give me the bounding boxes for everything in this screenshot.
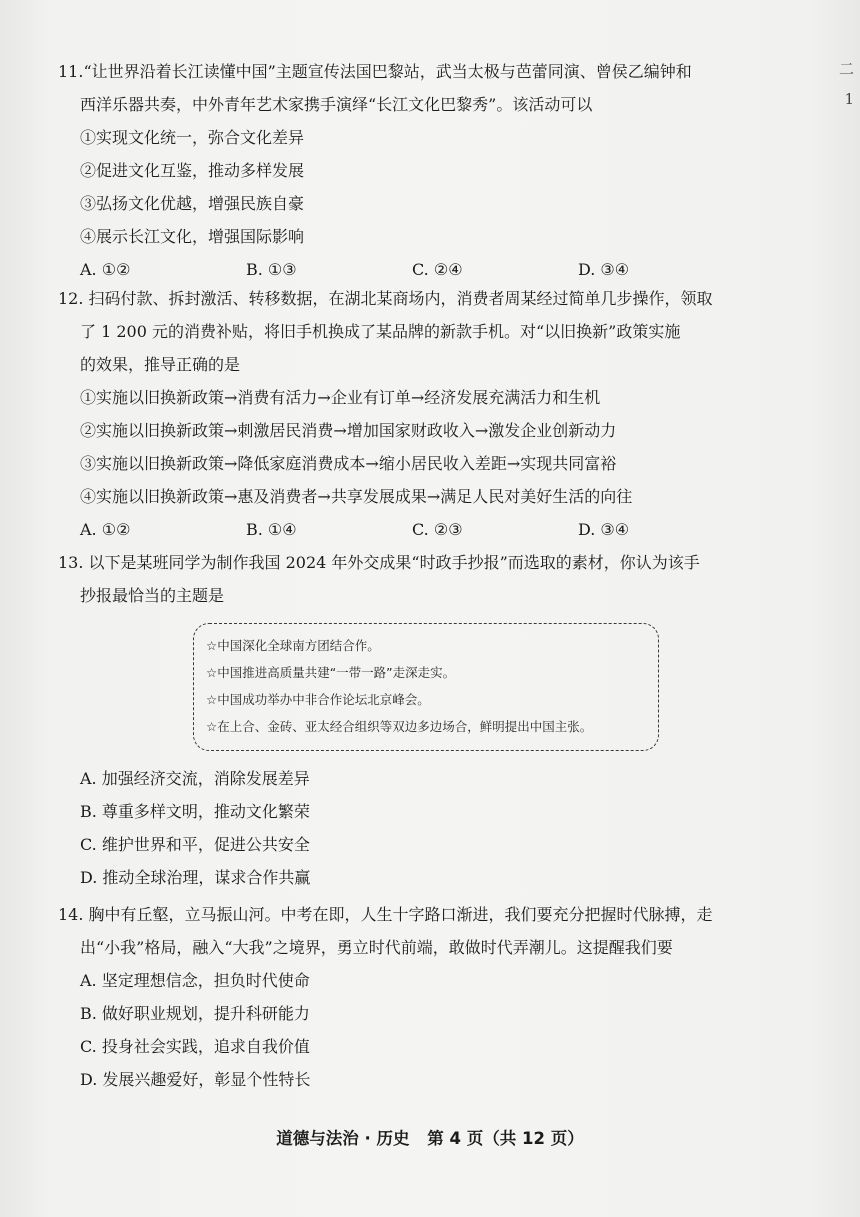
q12-item-4: ④实施以旧换新政策→惠及消费者→共享发展成果→满足人民对美好生活的向往 (80, 487, 633, 506)
q12-choice-c[interactable]: C. ②③ (412, 520, 463, 539)
q13-material-1: ☆中国深化全球南方团结合作。 (206, 638, 380, 653)
q12-stem-line2: 了 1 200 元的消费补贴，将旧手机换成了某品牌的新款手机。对“以旧换新”政策实施 (80, 322, 681, 341)
q13-material-4: ☆在上合、金砖、亚太经合组织等双边多边场合，鲜明提出中国主张。 (206, 719, 593, 734)
question-14 (58, 898, 788, 1096)
q13-stem-line2: 抄报最恰当的主题是 (80, 586, 225, 605)
q11-choice-c[interactable]: C. ②④ (412, 260, 463, 279)
q11-stem-line2: 西洋乐器共奏，中外青年艺术家携手演绎“长江文化巴黎秀”。该活动可以 (80, 95, 593, 114)
q12-item-1: ①实施以旧换新政策→消费有活力→企业有订单→经济发展充满活力和生机 (80, 388, 601, 407)
question-12 (58, 282, 788, 546)
footer-subject: 道德与法治 · 历史 (276, 1129, 410, 1148)
q13-option-d[interactable]: D. 推动全球治理，谋求合作共赢 (80, 868, 311, 887)
q14-option-d[interactable]: D. 发展兴趣爱好，彰显个性特长 (80, 1070, 311, 1089)
footer-page-number: 第 4 页（共 12 页） (427, 1129, 584, 1148)
q11-item-1: ①实现文化统一，弥合文化差异 (80, 128, 305, 147)
q13-option-a[interactable]: A. 加强经济交流，消除发展差异 (80, 769, 310, 788)
question-13 (58, 546, 788, 612)
q14-option-b[interactable]: B. 做好职业规划，提升科研能力 (80, 1004, 310, 1023)
q11-choice-a[interactable]: A. ①② (80, 260, 131, 279)
q12-choice-d[interactable]: D. ③④ (578, 520, 630, 539)
q12-stem-line3: 的效果，推导正确的是 (80, 355, 241, 374)
q11-item-3: ③弘扬文化优越，增强民族自豪 (80, 194, 305, 213)
q14-option-a[interactable]: A. 坚定理想信念，担负时代使命 (80, 971, 310, 990)
question-11 (58, 55, 788, 286)
q14-stem-line1: 14. 胸中有丘壑，立马振山河。中考在即，人生十字路口渐进，我们要充分把握时代脉搏，走 (58, 905, 713, 924)
q11-choice-b[interactable]: B. ①③ (246, 260, 297, 279)
q11-stem-line1: 11.“让世界沿着长江读懂中国”主题宣传法国巴黎站，武当太极与芭蕾同演、曾侯乙编钟和 (58, 62, 692, 81)
q14-option-c[interactable]: C. 投身社会实践，追求自我价值 (80, 1037, 310, 1056)
edge-mark-top: 二 (838, 60, 854, 78)
q11-choice-d[interactable]: D. ③④ (578, 260, 630, 279)
q13-option-b[interactable]: B. 尊重多样文明，推动文化繁荣 (80, 802, 310, 821)
q12-choice-b[interactable]: B. ①④ (246, 520, 297, 539)
q12-item-2: ②实施以旧换新政策→刺激居民消费→增加国家财政收入→激发企业创新动力 (80, 421, 617, 440)
q13-option-c[interactable]: C. 维护世界和平，促进公共安全 (80, 835, 310, 854)
q11-item-4: ④展示长江文化，增强国际影响 (80, 227, 305, 246)
q13-material-3: ☆中国成功举办中非合作论坛北京峰会。 (206, 692, 430, 707)
q12-choice-a[interactable]: A. ①② (80, 520, 131, 539)
q12-choices (58, 513, 788, 546)
q13-stem-line1: 13. 以下是某班同学为制作我国 2024 年外交成果“时政手抄报”而选取的素材，你认为该手 (58, 553, 700, 572)
page-footer (0, 1125, 860, 1149)
question-13-options (58, 762, 788, 894)
q14-stem-line2: 出“小我”格局，融入“大我”之境界，勇立时代前端，敢做时代弄潮儿。这提醒我们要 (80, 938, 673, 957)
q13-material-2: ☆中国推进高质量共建“一带一路”走深走实。 (206, 665, 456, 680)
q11-item-2: ②促进文化互鉴，推动多样发展 (80, 161, 305, 180)
edge-mark-second: 1 (844, 90, 854, 108)
q12-stem-line1: 12. 扫码付款、拆封激活、转移数据，在湖北某商场内，消费者周某经过简单几步操作，领取 (58, 289, 713, 308)
q12-item-3: ③实施以旧换新政策→降低家庭消费成本→缩小居民收入差距→实现共同富裕 (80, 454, 617, 473)
q13-material-box (193, 623, 659, 751)
